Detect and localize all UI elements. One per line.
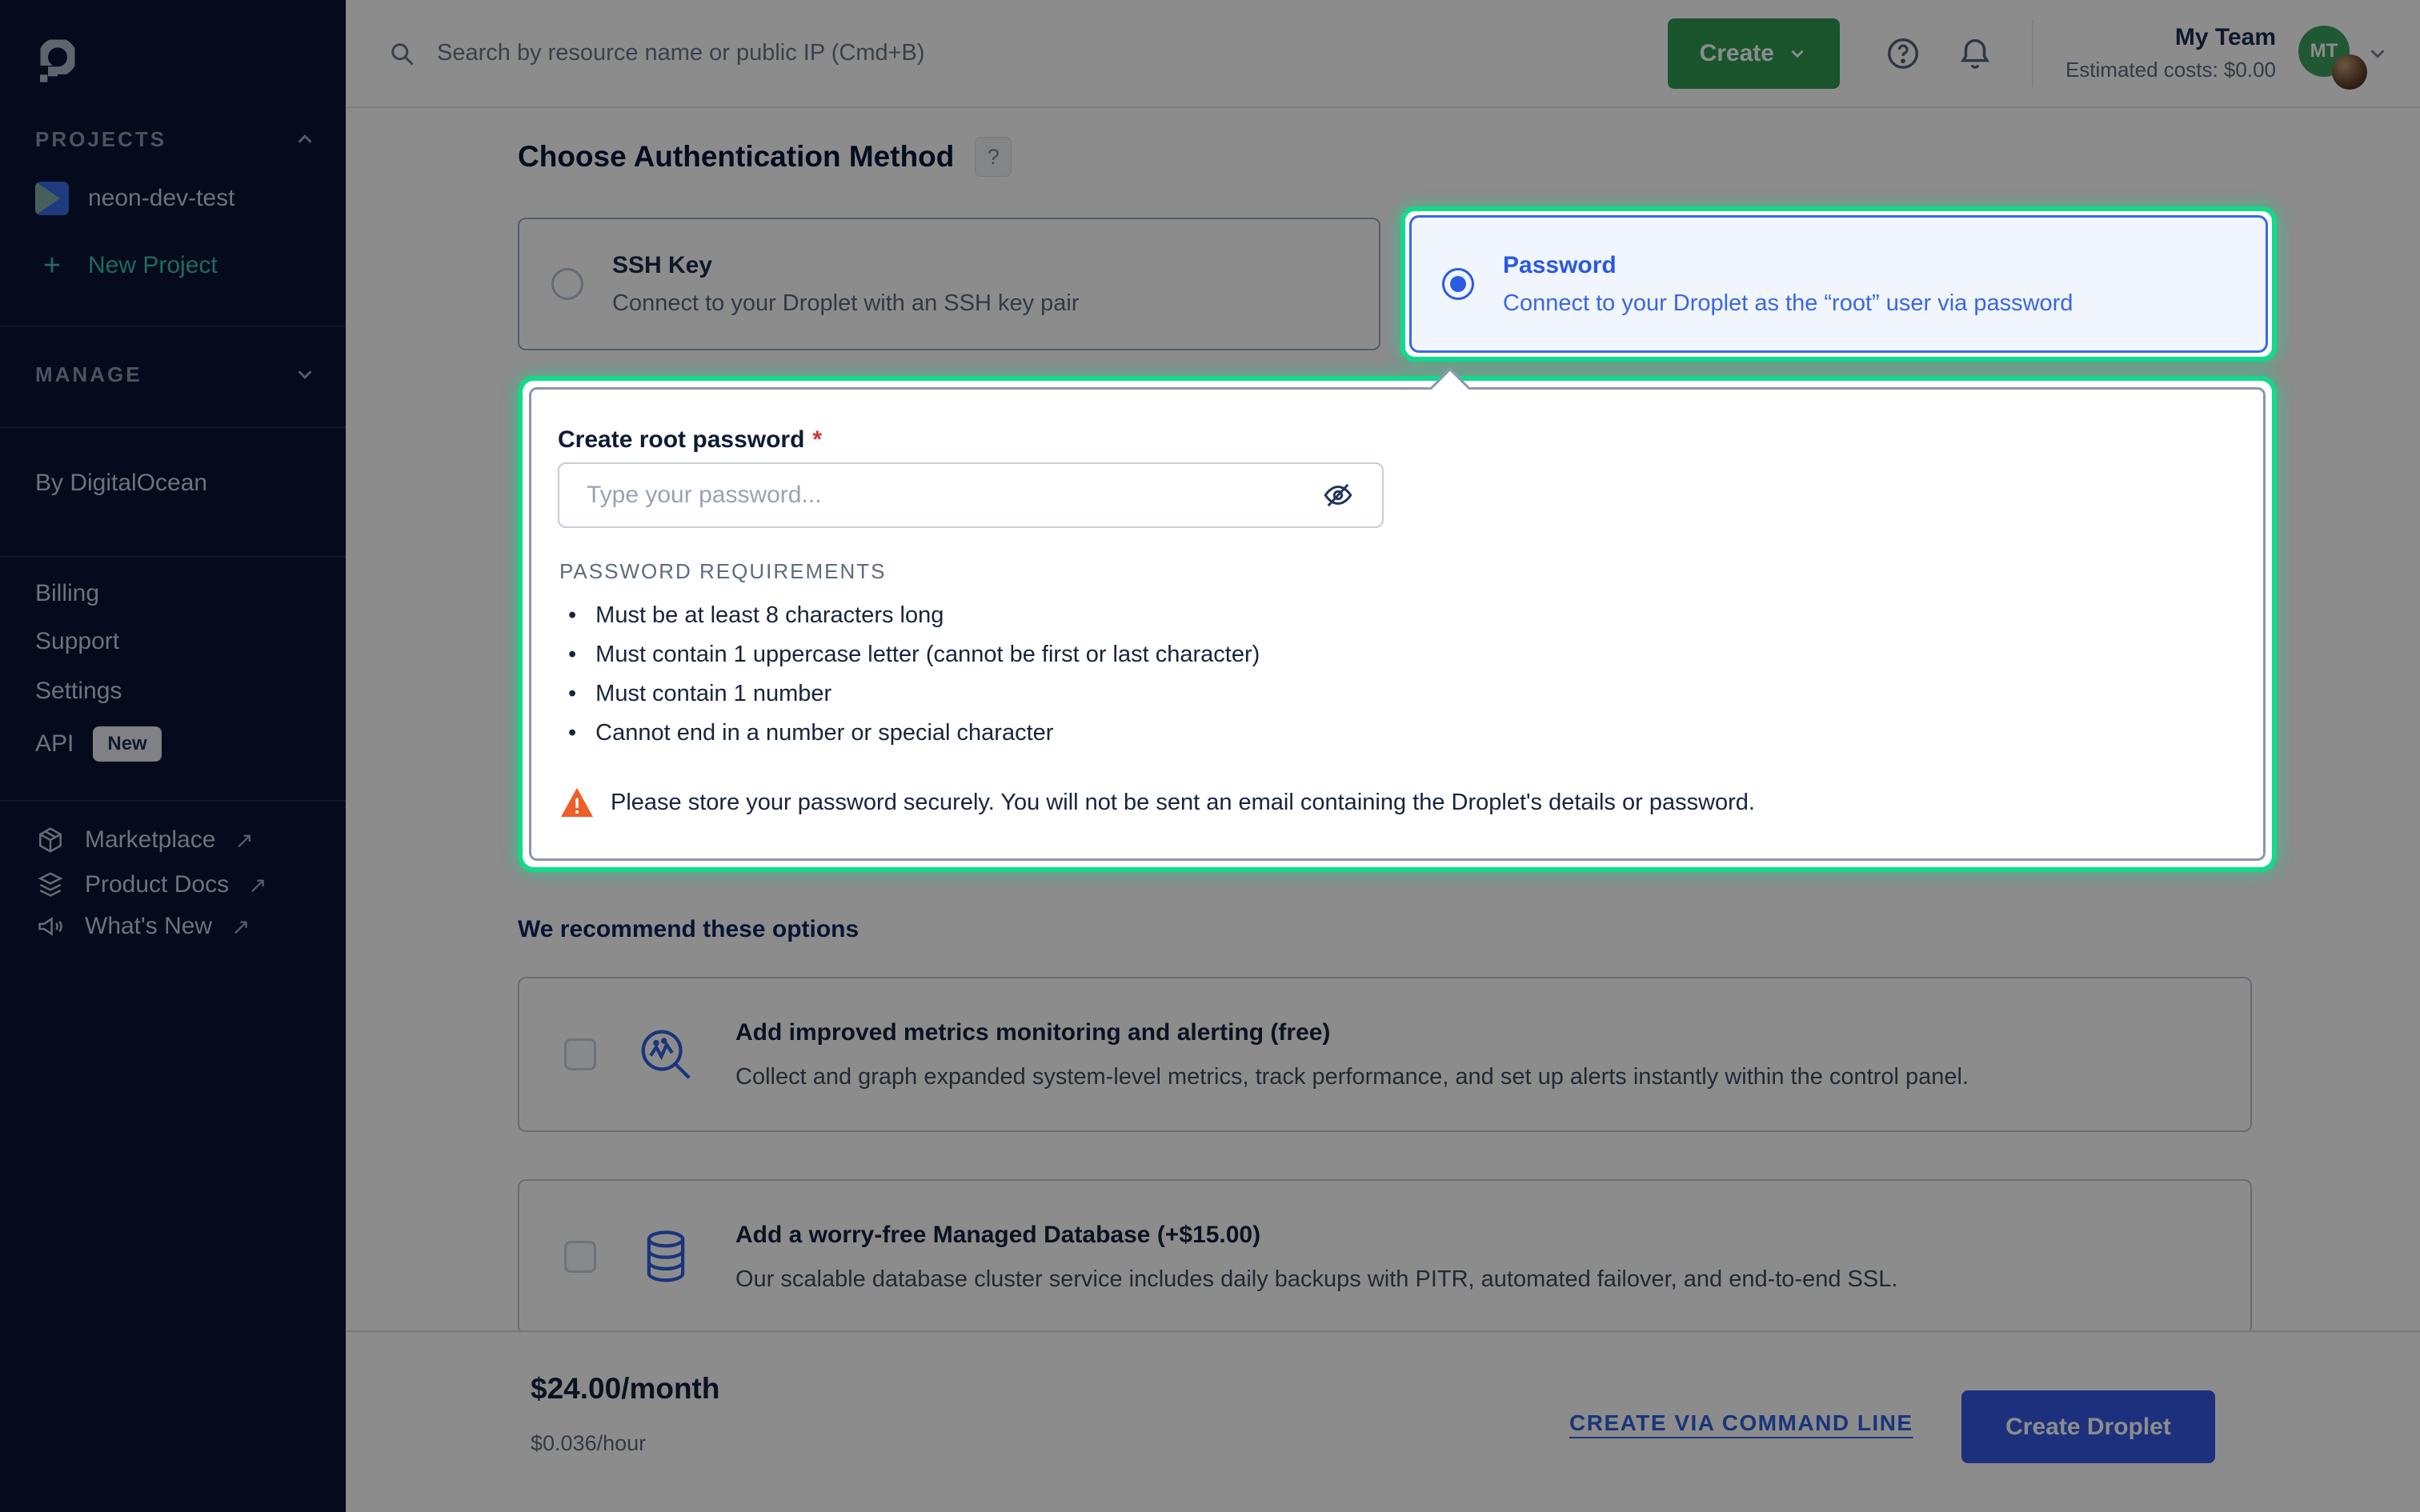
warning-text: Please store your password securely. You will not be sent an email containing the Droplet's details or password. xyxy=(611,789,1755,815)
auth-option-password[interactable] xyxy=(1409,215,2268,353)
radio-selected-icon[interactable] xyxy=(1442,268,1474,300)
sidebar-item-project[interactable] xyxy=(35,179,317,218)
sidebar-item-new-project[interactable] xyxy=(35,246,317,285)
ssh-key-title: SSH Key xyxy=(612,251,713,278)
api-label: API xyxy=(35,730,74,757)
sidebar-item-api[interactable] xyxy=(35,725,317,763)
metrics-title: Add improved metrics monitoring and alerting (free) xyxy=(735,1018,1331,1046)
password-requirements-list xyxy=(568,596,1260,753)
metrics-magnifier-icon xyxy=(635,1023,697,1086)
settings-label: Settings xyxy=(35,678,122,704)
create-button-label: Create xyxy=(1699,39,1774,66)
chevron-up-icon xyxy=(293,127,317,151)
create-droplet-button[interactable]: Create Droplet xyxy=(1961,1390,2215,1463)
support-label: Support xyxy=(35,628,120,654)
password-title: Password xyxy=(1503,251,1617,278)
notifications-bell-icon[interactable] xyxy=(1957,35,1993,72)
manage-section-header[interactable] xyxy=(35,355,317,394)
billing-label: Billing xyxy=(35,580,100,606)
plus-icon: + xyxy=(42,248,62,282)
projects-section-header[interactable] xyxy=(35,120,317,158)
topbar xyxy=(346,0,2420,108)
auth-option-password-highlight xyxy=(1400,206,2277,362)
panel-pointer-notch xyxy=(1430,368,1471,409)
manage-label: MANAGE xyxy=(35,362,142,386)
estimated-costs: Estimated costs: $0.00 xyxy=(2065,58,2276,82)
marketplace-cube-icon xyxy=(35,825,66,855)
external-link-icon: ↗ xyxy=(234,827,254,853)
sidebar-item-support[interactable] xyxy=(35,622,317,661)
sidebar-item-marketplace[interactable] xyxy=(35,821,317,859)
sidebar xyxy=(0,0,346,1512)
ssh-key-desc: Connect to your Droplet with an SSH key pair xyxy=(612,290,1080,316)
password-requirements-title: PASSWORD REQUIREMENTS xyxy=(559,559,887,583)
sidebar-item-billing[interactable] xyxy=(35,574,317,613)
sidebar-item-by-digitalocean[interactable] xyxy=(35,464,317,502)
main-content xyxy=(346,108,2420,1330)
root-password-label: Create root password * xyxy=(558,426,823,453)
chevron-down-icon[interactable] xyxy=(2366,42,2390,66)
warning-triangle-icon xyxy=(559,786,595,818)
search-icon xyxy=(387,39,416,68)
whats-new-label: What's New xyxy=(85,913,213,939)
topbar-divider xyxy=(2032,20,2033,87)
chevron-down-icon xyxy=(1787,43,1808,64)
project-icon xyxy=(35,182,69,215)
by-digitalocean-label: By DigitalOcean xyxy=(35,470,208,496)
product-docs-label: Product Docs xyxy=(85,871,230,898)
projects-label: PROJECTS xyxy=(35,126,167,151)
database-title: Add a worry-free Managed Database (+$15.00) xyxy=(735,1221,1261,1248)
external-link-icon: ↗ xyxy=(248,872,267,898)
eye-off-icon[interactable] xyxy=(1321,478,1355,512)
chevron-down-icon xyxy=(293,362,317,386)
digitalocean-logo-icon[interactable] xyxy=(32,34,83,85)
search-placeholder: Search by resource name or public IP (Cmd+B) xyxy=(437,40,925,66)
team-name: My Team xyxy=(2174,24,2276,50)
sidebar-divider xyxy=(0,800,346,802)
team-avatar: MT xyxy=(2298,26,2350,77)
create-button[interactable] xyxy=(1668,18,1840,89)
account-menu[interactable] xyxy=(2298,26,2354,82)
megaphone-icon xyxy=(35,911,66,942)
create-via-cli-link[interactable]: CREATE VIA COMMAND LINE xyxy=(1569,1410,1913,1435)
footer-bar xyxy=(346,1330,2420,1512)
metrics-desc: Collect and graph expanded system-level metrics, track performance, and set up alerts instantly within the control panel. xyxy=(735,1063,1969,1090)
help-icon[interactable] xyxy=(1885,35,1921,72)
sidebar-divider xyxy=(0,326,346,327)
new-project-label: New Project xyxy=(88,252,218,278)
recommend-heading: We recommend these options xyxy=(518,916,859,942)
team-info xyxy=(2065,24,2276,82)
requirement-item: • Cannot end in a number or special character xyxy=(568,714,1260,753)
docs-layers-icon xyxy=(35,870,66,900)
requirement-item: • Must contain 1 number xyxy=(568,674,1260,714)
password-panel-highlight xyxy=(518,376,2277,872)
sidebar-divider xyxy=(0,426,346,428)
database-checkbox[interactable] xyxy=(564,1241,596,1273)
marketplace-label: Marketplace xyxy=(85,826,216,853)
sidebar-divider xyxy=(0,556,346,558)
price-per-month: $24.00/month xyxy=(531,1372,720,1405)
price-per-hour: $0.036/hour xyxy=(531,1431,647,1455)
new-badge: New xyxy=(93,726,161,762)
project-name: neon-dev-test xyxy=(88,185,235,211)
radio-unselected-icon[interactable] xyxy=(551,268,583,300)
metrics-checkbox[interactable] xyxy=(564,1038,596,1070)
database-desc: Our scalable database cluster service includes daily backups with PITR, automated failover, and end-to-end SSL. xyxy=(735,1266,1898,1292)
auth-option-ssh-key[interactable] xyxy=(518,218,1380,350)
sidebar-item-whats-new[interactable] xyxy=(35,907,317,946)
sidebar-item-settings[interactable] xyxy=(35,672,317,710)
option-card-metrics[interactable] xyxy=(518,977,2252,1132)
page-title: Choose Authentication Method xyxy=(518,140,955,173)
password-panel xyxy=(529,387,2266,861)
external-link-icon: ↗ xyxy=(231,914,250,939)
database-icon xyxy=(635,1226,697,1288)
user-avatar xyxy=(2332,54,2367,90)
sidebar-item-product-docs[interactable] xyxy=(35,866,317,904)
password-warning xyxy=(559,786,1755,818)
password-desc: Connect to your Droplet as the “root” user via password xyxy=(1503,290,2073,316)
required-asterisk: * xyxy=(812,426,823,453)
heading-help-icon[interactable]: ? xyxy=(975,137,1012,177)
option-card-managed-database[interactable] xyxy=(518,1179,2252,1330)
requirement-item: • Must be at least 8 characters long xyxy=(568,596,1260,635)
search-input[interactable] xyxy=(387,39,1668,68)
requirement-item: • Must contain 1 uppercase letter (cannot be first or last character) xyxy=(568,635,1260,674)
password-input[interactable] xyxy=(558,462,1384,528)
password-placeholder: Type your password... xyxy=(587,482,822,508)
